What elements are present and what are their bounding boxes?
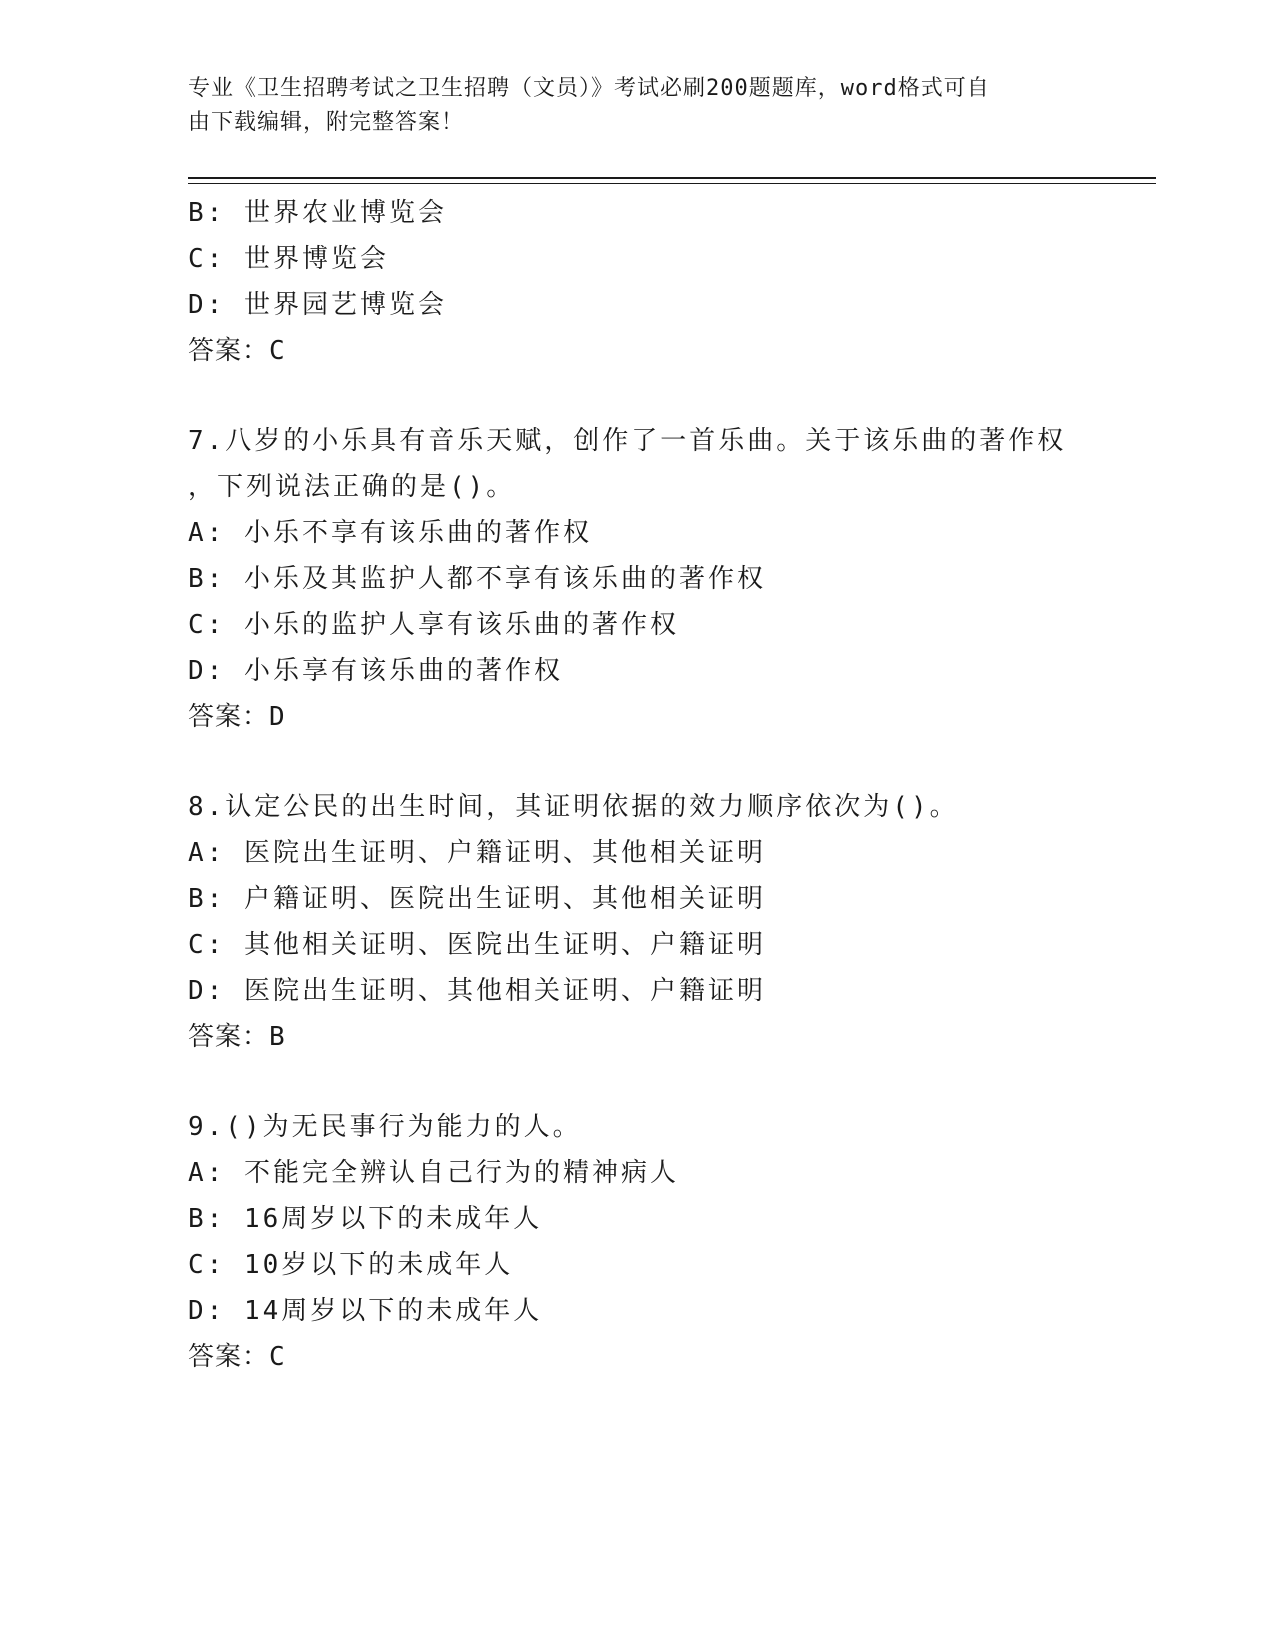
answer-line [188,1014,1148,1060]
document-header [188,72,1068,140]
option-a: A: 小乐不享有该乐曲的著作权 [188,518,592,548]
answer-value: B [269,1022,286,1052]
answer-label: 答案： [188,336,270,366]
option-b: B: 16周岁以下的未成年人 [188,1204,543,1234]
answer-value: C [269,1342,286,1372]
option-c: C: 世界博览会 [188,244,389,274]
header-line-2: 由下载编辑，附完整答案！ [188,110,465,135]
answer-value: D [269,702,286,732]
answer-label: 答案： [188,1022,270,1052]
question-stem: 7.八岁的小乐具有音乐天赋，创作了一首乐曲。关于该乐曲的著作权 [188,426,1067,456]
option-d: D: 医院出生证明、其他相关证明、户籍证明 [188,976,766,1006]
question-block-8 [188,784,1148,1060]
option-d: D: 14周岁以下的未成年人 [188,1296,543,1326]
option-c: C: 小乐的监护人享有该乐曲的著作权 [188,610,679,640]
option-a: A: 医院出生证明、户籍证明、其他相关证明 [188,838,766,868]
option-b: B: 世界农业博览会 [188,198,447,228]
option-a: A: 不能完全辨认自己行为的精神病人 [188,1158,679,1188]
answer-line [188,328,1148,374]
option-c: C: 其他相关证明、医院出生证明、户籍证明 [188,930,766,960]
answer-line [188,694,1148,740]
header-line-1: 专业《卫生招聘考试之卫生招聘（文员）》考试必刷200题题库，word格式可自 [188,76,990,101]
header-divider-thick [188,177,1156,179]
option-b: B: 户籍证明、医院出生证明、其他相关证明 [188,884,766,914]
question-stem: ，下列说法正确的是()。 [188,472,516,502]
option-d: D: 世界园艺博览会 [188,290,447,320]
question-block-9 [188,1104,1148,1380]
question-block-7 [188,418,1148,740]
option-d: D: 小乐享有该乐曲的著作权 [188,656,563,686]
question-block-continued [188,190,1148,374]
answer-label: 答案： [188,702,270,732]
option-b: B: 小乐及其监护人都不享有该乐曲的著作权 [188,564,766,594]
option-c: C: 10岁以下的未成年人 [188,1250,514,1280]
question-stem: 9.()为无民事行为能力的人。 [188,1112,582,1142]
header-divider-thin [188,183,1156,184]
answer-label: 答案： [188,1342,270,1372]
question-list [188,190,1148,1380]
question-stem: 8.认定公民的出生时间，其证明依据的效力顺序依次为()。 [188,792,959,822]
answer-line [188,1334,1148,1380]
answer-value: C [269,336,286,366]
